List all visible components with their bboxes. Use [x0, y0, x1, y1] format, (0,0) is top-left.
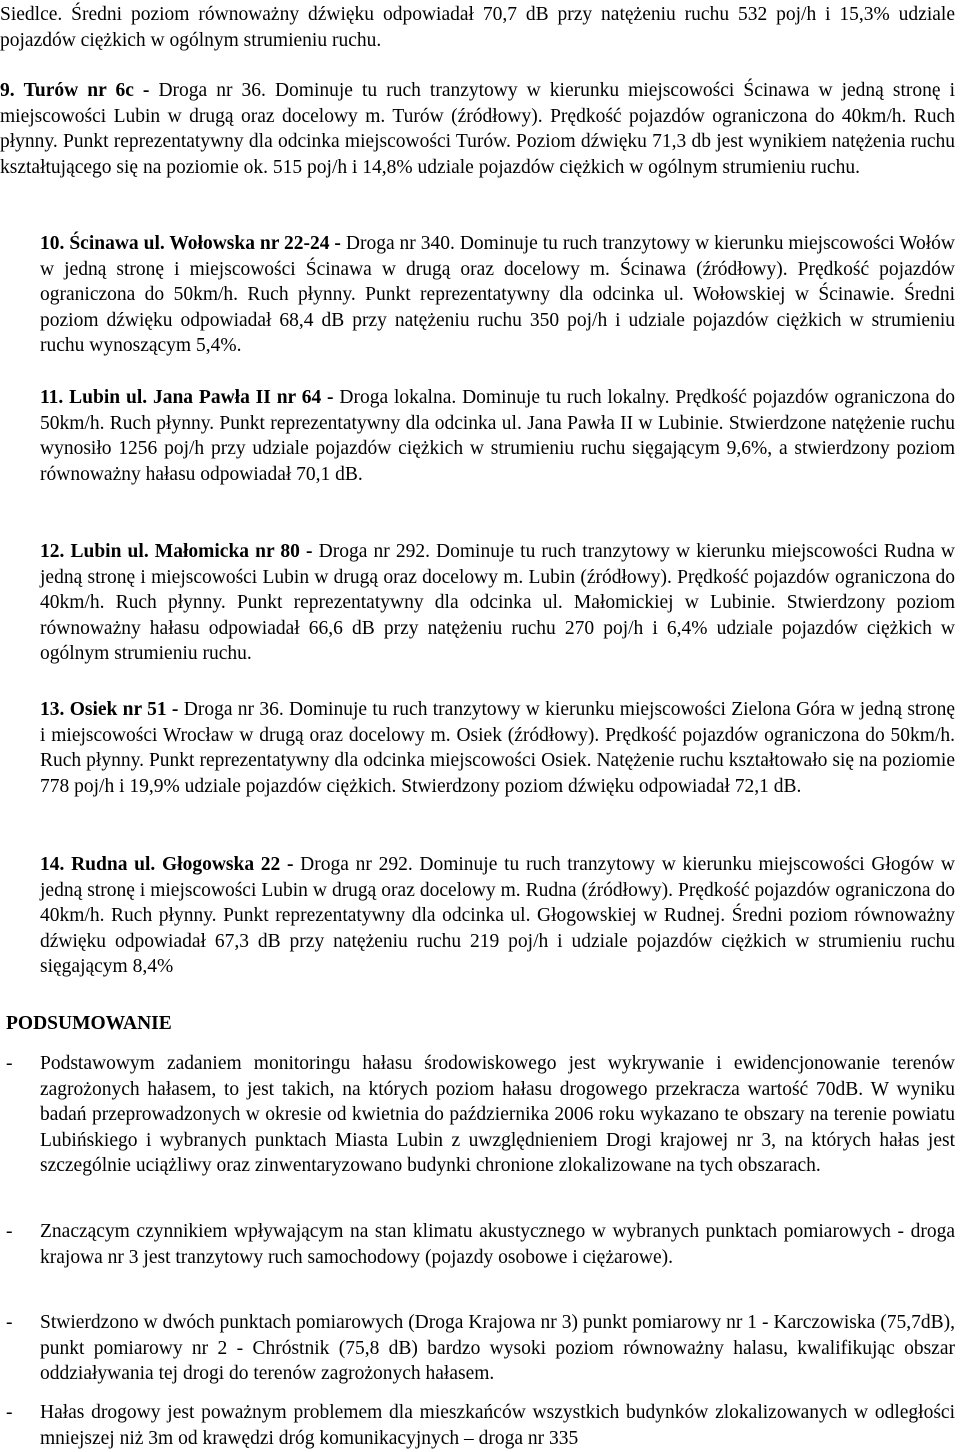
- point-14-text: Droga nr 292. Dominuje tu ruch tranzytowy w kierunku miejscowości Głogów w jedną stronę i miejscowości Lubin w drugą oraz docelowy m. Rudna (źródłowy). Prędkość pojazdów ograniczona do 40km/h. Ruch płynny. Punkt reprezentatywny dla odcinka ul. Głogowskiej w Rudnej. Średni poziom równoważny dźwięku odpowiadał 67,3 dB przy natężeniu ruchu 219 poj/h i udziale pojazdów ciężkich w strumieniu ruchu sięgającym 8,4%: [40, 854, 955, 977]
- point-13: [40, 697, 955, 799]
- point-13-heading: Osiek nr 51 -: [69, 699, 179, 720]
- point-9: [0, 78, 955, 180]
- point-14-number: 14.: [40, 854, 65, 875]
- point-10-number: 10.: [40, 233, 65, 254]
- bullet-dash: -: [6, 1053, 13, 1074]
- bullet-dash: -: [6, 1402, 13, 1423]
- bullet-dash: -: [6, 1221, 13, 1242]
- point-14-heading: Rudna ul. Głogowska 22 -: [71, 854, 294, 875]
- point-14: [40, 852, 955, 980]
- point-13-number: 13.: [40, 699, 65, 720]
- point-13-text: Droga nr 36. Dominuje tu ruch tranzytowy w kierunku miejscowości Zielona Góra w jedną stronę i miejscowości Wrocław w drugą oraz docelowy m. Osiek (źródłowy). Prędkość pojazdów ograniczona do 50km/h. Ruch płynny. Punkt reprezentatywny dla odcinka miejscowości Osiek. Natężenie ruchu kształtowało się na poziomie 778 poj/h i 19,9% udziale pojazdów ciężkich. Stwierdzony poziom dźwięku odpowiadał 72,1 dB.: [40, 699, 955, 797]
- point-10-heading: Ścinawa ul. Wołowska nr 22-24 -: [69, 233, 341, 254]
- intro-text: Siedlce. Średni poziom równoważny dźwięku odpowiadał 70,7 dB przy natężeniu ruchu 532 poj/h i 15,3% udziale pojazdów ciężkich w ogólnym strumieniu ruchu.: [0, 4, 955, 51]
- point-11-heading: Lubin ul. Jana Pawła II nr 64 -: [69, 387, 334, 408]
- bullet-dash: -: [6, 1312, 13, 1333]
- point-10: [40, 231, 955, 359]
- point-11: [40, 385, 955, 487]
- point-12: [40, 539, 955, 667]
- point-11-number: 11.: [40, 387, 64, 408]
- point-12-text: Droga nr 292. Dominuje tu ruch tranzytowy w kierunku miejscowości Rudna w jedną stronę i miejscowości Lubin w drugą oraz docelowy m. Lubin (źródłowy). Prędkość pojazdów ograniczona do 40km/h. Ruch płynny. Punkt reprezentatywny dla odcinka ul. Małomickiej w Lubinie. Stwierdzony poziom równoważny hałasu odpowiadał 66,6 dB przy natężeniu ruchu 270 poj/h i 6,4% udziale pojazdów ciężkich w ogólnym strumieniu ruchu.: [40, 541, 955, 664]
- summary-title: PODSUMOWANIE: [6, 1013, 172, 1034]
- point-9-heading: Turów nr 6c -: [23, 80, 150, 101]
- point-11-text: Droga lokalna. Dominuje tu ruch lokalny. Prędkość pojazdów ograniczona do 50km/h. Ruch płynny. Punkt reprezentatywny dla odcinka ul. Jana Pawła II w Lubinie. Stwierdzone natężenie ruchu wynosiło 1256 poj/h przy udziale pojazdów ciężkich w strumieniu ruchu sięgającym 9,6%, a stwierdzony poziom równoważny hałasu odpowiadał 70,1 dB.: [40, 387, 955, 485]
- summary-bullet-text: Znaczącym czynnikiem wpływającym na stan klimatu akustycznego w wybranych punktach pomiarowych - droga krajowa nr 3 jest tranzytowy ruch samochodowy (pojazdy osobowe i ciężarowe).: [40, 1221, 955, 1268]
- summary-bullet-text: Podstawowym zadaniem monitoringu hałasu środowiskowego jest wykrywanie i ewidencjonowanie terenów zagrożonych hałasem, to jest takich, na których poziom hałasu drogowego przekracza wartość 70dB. W wyniku badań przeprowadzonych w okresie od kwietnia do października 2006 roku wykazano te obszary na terenie powiatu Lubińskiego i wybranych punktach Miasta Lubin z uwzględnieniem Drogi krajowej nr 3, na których hałas jest szczególnie uciążliwy oraz zinwentaryzowano budynki chronione zlokalizowane na tych obszarach.: [40, 1053, 955, 1176]
- point-12-number: 12.: [40, 541, 65, 562]
- summary-bullet-text: Stwierdzono w dwóch punktach pomiarowych (Droga Krajowa nr 3) punkt pomiarowy nr 1 - Karczowiska (75,7dB), punkt pomiarowy nr 2 - Chróstnik (75,8 dB) bardzo wysoki poziom równoważny halasu, kwalifikując obszar oddziaływania tej drogi do terenów zagrożonych hałasem.: [40, 1312, 955, 1384]
- point-9-text: Droga nr 36. Dominuje tu ruch tranzytowy w kierunku miejscowości Ścinawa w jedną stronę i miejscowości Lubin w drugą oraz docelowy m. Turów (źródłowy). Prędkość pojazdów ograniczona do 40km/h. Ruch płynny. Punkt reprezentatywny dla odcinka miejscowości Turów. Poziom dźwięku 71,3 db jest wynikiem natężenia ruchu kształtującego się na poziomie ok. 515 poj/h i 14,8% udziale pojazdów ciężkich w ogólnym strumieniu ruchu.: [0, 80, 955, 178]
- point-9-number: 9.: [0, 80, 15, 101]
- point-12-heading: Lubin ul. Małomicka nr 80 -: [70, 541, 313, 562]
- point-10-text: Droga nr 340. Dominuje tu ruch tranzytowy w kierunku miejscowości Wołów w jedną stronę i miejscowości Ścinawa w drugą oraz docelowy m. Ścinawa (źródłowy). Prędkość pojazdów ograniczona do 50km/h. Ruch płynny. Punkt reprezentatywny dla odcinka ul. Wołowskiej w Ścinawie. Średni poziom dźwięku odpowiadał 68,4 dB przy natężeniu ruchu 350 poj/h i udziale pojazdów ciężkich w strumieniu ruchu wynoszącym 5,4%.: [40, 233, 956, 356]
- intro-paragraph: [0, 2, 955, 53]
- summary-bullet-text: Hałas drogowy jest poważnym problemem dla mieszkańców wszystkich budynków zlokalizowanych w odległości mniejszej niż 3m od krawędzi dróg komunikacyjnych – droga nr 335: [40, 1402, 955, 1449]
